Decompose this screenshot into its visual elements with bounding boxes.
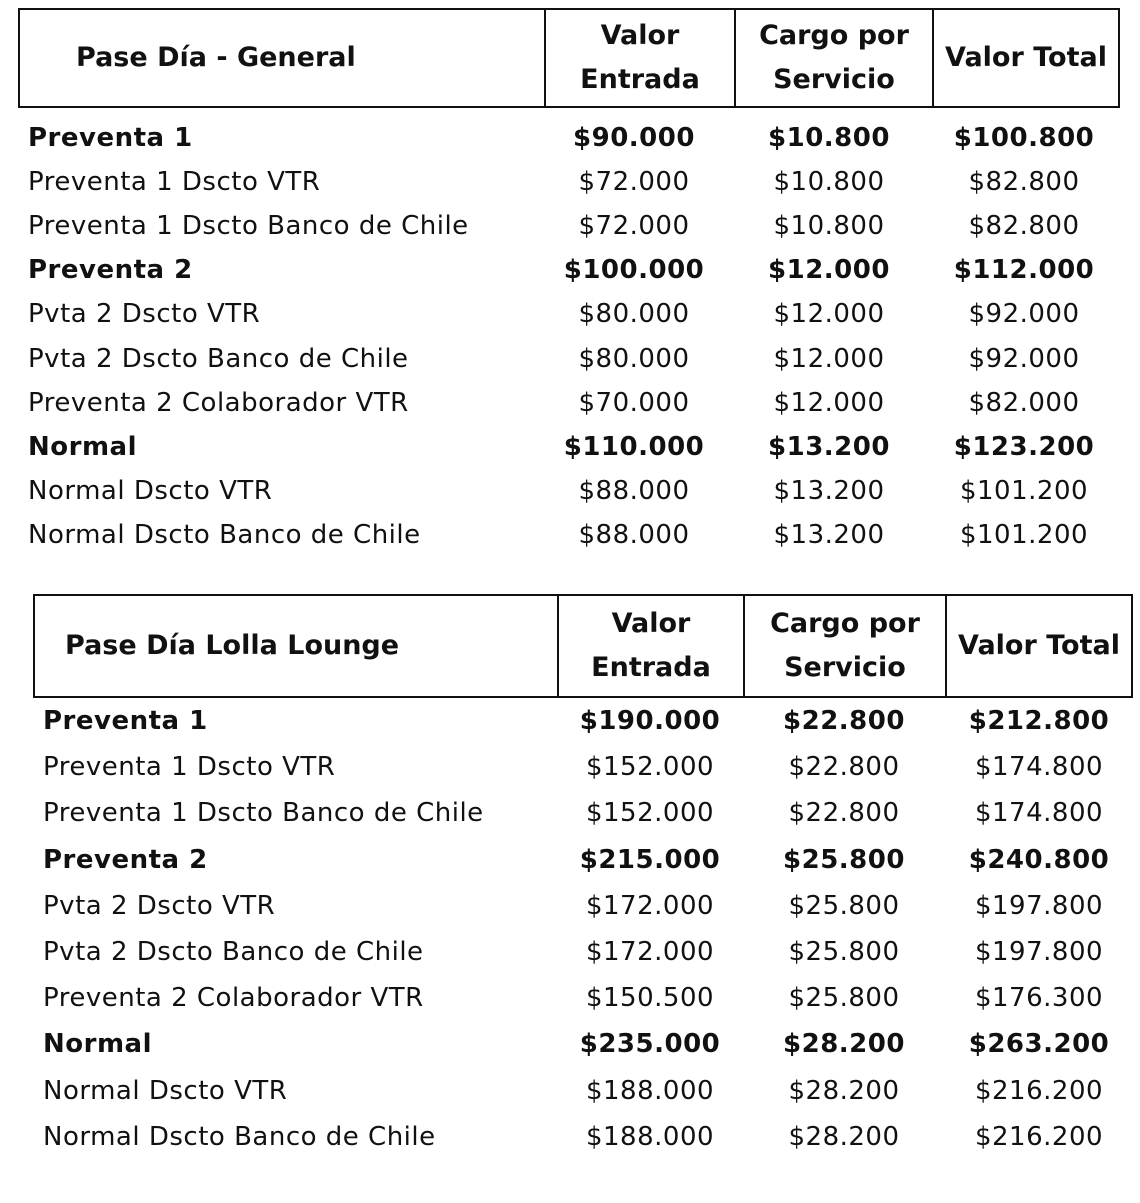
cargo-servicio-cell: $12.000 bbox=[773, 387, 885, 418]
cargo-servicio-cell: $25.800 bbox=[783, 844, 905, 875]
row-label: Normal Dscto Banco de Chile bbox=[28, 519, 421, 550]
valor-total-cell: $240.800 bbox=[968, 844, 1110, 875]
valor-entrada-cell: $188.000 bbox=[585, 1075, 715, 1106]
cargo-servicio-cell: $25.800 bbox=[788, 983, 900, 1014]
valor-entrada-cell: $172.000 bbox=[585, 937, 715, 968]
row-label: Normal Dscto VTR bbox=[28, 475, 273, 506]
row-label: Preventa 1 Dscto Banco de Chile bbox=[28, 211, 469, 242]
cargo-servicio-cell: $25.800 bbox=[788, 890, 900, 921]
header-cargo-servicio: Cargo por Servicio bbox=[734, 10, 932, 106]
header-valor-total: Valor Total bbox=[945, 596, 1131, 696]
cargo-servicio-cell: $25.800 bbox=[788, 937, 900, 968]
valor-entrada-cell: $72.000 bbox=[578, 167, 690, 198]
row-label: Pvta 2 Dscto VTR bbox=[43, 890, 276, 921]
row-label: Preventa 2 Colaborador VTR bbox=[28, 387, 409, 418]
table-title: Pase Día Lolla Lounge bbox=[65, 630, 400, 661]
header-valor-total: Valor Total bbox=[932, 10, 1118, 106]
valor-entrada-cell: $72.000 bbox=[578, 211, 690, 242]
valor-entrada-cell: $190.000 bbox=[579, 706, 721, 737]
valor-total-cell: $101.200 bbox=[959, 475, 1089, 506]
valor-entrada-cell: $90.000 bbox=[573, 123, 695, 154]
valor-total-cell: $174.800 bbox=[974, 798, 1104, 829]
valor-entrada-cell: $88.000 bbox=[578, 519, 690, 550]
valor-entrada-cell: $235.000 bbox=[579, 1029, 721, 1060]
valor-entrada-cell: $80.000 bbox=[578, 299, 690, 330]
valor-total-cell: $176.300 bbox=[974, 983, 1104, 1014]
row-label: Pvta 2 Dscto Banco de Chile bbox=[43, 937, 424, 968]
table-header bbox=[18, 8, 1120, 108]
cargo-servicio-cell: $10.800 bbox=[773, 211, 885, 242]
valor-total-cell: $197.800 bbox=[974, 937, 1104, 968]
valor-total-cell: $82.800 bbox=[968, 211, 1080, 242]
cargo-servicio-cell: $13.200 bbox=[768, 431, 890, 462]
cargo-servicio-cell: $12.000 bbox=[773, 343, 885, 374]
table-row bbox=[18, 425, 1120, 469]
cargo-servicio-cell: $22.800 bbox=[788, 798, 900, 829]
header-valor-entrada: Valor Entrada bbox=[557, 596, 743, 696]
table-row bbox=[18, 116, 1120, 160]
header-cargo-servicio: Cargo por Servicio bbox=[743, 596, 945, 696]
table-body bbox=[33, 698, 1133, 1160]
valor-total-cell: $101.200 bbox=[959, 519, 1089, 550]
valor-total-cell: $216.200 bbox=[974, 1075, 1104, 1106]
table-row bbox=[33, 698, 1133, 744]
row-label: Preventa 2 bbox=[28, 255, 193, 286]
cargo-servicio-cell: $28.200 bbox=[788, 1121, 900, 1152]
valor-entrada-cell: $152.000 bbox=[585, 798, 715, 829]
valor-total-cell: $92.000 bbox=[968, 299, 1080, 330]
row-label: Pvta 2 Dscto Banco de Chile bbox=[28, 343, 409, 374]
valor-total-cell: $82.000 bbox=[968, 387, 1080, 418]
row-label: Normal Dscto Banco de Chile bbox=[43, 1121, 436, 1152]
header-valor-entrada: Valor Entrada bbox=[544, 10, 734, 106]
valor-entrada-cell: $88.000 bbox=[578, 475, 690, 506]
valor-total-cell: $197.800 bbox=[974, 890, 1104, 921]
cargo-servicio-cell: $12.000 bbox=[773, 299, 885, 330]
row-label: Preventa 1 bbox=[28, 123, 193, 154]
valor-entrada-cell: $100.000 bbox=[563, 255, 705, 286]
cargo-servicio-cell: $10.800 bbox=[773, 167, 885, 198]
table-row bbox=[18, 248, 1120, 292]
table-row bbox=[33, 883, 1133, 929]
row-label: Preventa 1 Dscto VTR bbox=[28, 167, 321, 198]
table-row bbox=[33, 1114, 1133, 1160]
table-row bbox=[18, 160, 1120, 204]
row-label: Pvta 2 Dscto VTR bbox=[28, 299, 261, 330]
cargo-servicio-cell: $28.200 bbox=[788, 1075, 900, 1106]
valor-total-cell: $123.200 bbox=[953, 431, 1095, 462]
row-label: Normal bbox=[43, 1029, 152, 1060]
table-row bbox=[33, 744, 1133, 790]
valor-total-cell: $92.000 bbox=[968, 343, 1080, 374]
valor-total-cell: $174.800 bbox=[974, 752, 1104, 783]
valor-entrada-cell: $70.000 bbox=[578, 387, 690, 418]
valor-total-cell: $212.800 bbox=[968, 706, 1110, 737]
table-title: Pase Día - General bbox=[76, 42, 356, 73]
valor-total-cell: $112.000 bbox=[953, 255, 1095, 286]
valor-entrada-cell: $188.000 bbox=[585, 1121, 715, 1152]
table-row bbox=[33, 1021, 1133, 1067]
cargo-servicio-cell: $22.800 bbox=[788, 752, 900, 783]
table-row bbox=[33, 929, 1133, 975]
table-row bbox=[33, 975, 1133, 1021]
valor-entrada-cell: $172.000 bbox=[585, 890, 715, 921]
table-row bbox=[18, 204, 1120, 248]
cargo-servicio-cell: $13.200 bbox=[773, 475, 885, 506]
table-body bbox=[18, 116, 1120, 557]
valor-entrada-cell: $150.500 bbox=[585, 983, 715, 1014]
valor-total-cell: $82.800 bbox=[968, 167, 1080, 198]
table-row bbox=[18, 513, 1120, 557]
table-header bbox=[33, 594, 1133, 698]
row-label: Normal Dscto VTR bbox=[43, 1075, 288, 1106]
table-row bbox=[18, 292, 1120, 336]
row-label: Preventa 1 Dscto Banco de Chile bbox=[43, 798, 484, 829]
row-label: Preventa 2 Colaborador VTR bbox=[43, 983, 424, 1014]
valor-entrada-cell: $152.000 bbox=[585, 752, 715, 783]
row-label: Preventa 1 Dscto VTR bbox=[43, 752, 336, 783]
row-label: Preventa 1 bbox=[43, 706, 208, 737]
table-row bbox=[33, 1068, 1133, 1114]
row-label: Normal bbox=[28, 431, 137, 462]
row-label: Preventa 2 bbox=[43, 844, 208, 875]
cargo-servicio-cell: $28.200 bbox=[783, 1029, 905, 1060]
cargo-servicio-cell: $22.800 bbox=[783, 706, 905, 737]
valor-entrada-cell: $80.000 bbox=[578, 343, 690, 374]
table-row bbox=[33, 790, 1133, 836]
cargo-servicio-cell: $13.200 bbox=[773, 519, 885, 550]
valor-entrada-cell: $215.000 bbox=[579, 844, 721, 875]
table-row bbox=[18, 381, 1120, 425]
valor-total-cell: $100.800 bbox=[953, 123, 1095, 154]
table-row bbox=[18, 336, 1120, 380]
cargo-servicio-cell: $10.800 bbox=[768, 123, 890, 154]
valor-total-cell: $216.200 bbox=[974, 1121, 1104, 1152]
valor-entrada-cell: $110.000 bbox=[563, 431, 705, 462]
table-row bbox=[33, 837, 1133, 883]
table-row bbox=[18, 469, 1120, 513]
valor-total-cell: $263.200 bbox=[968, 1029, 1110, 1060]
cargo-servicio-cell: $12.000 bbox=[768, 255, 890, 286]
